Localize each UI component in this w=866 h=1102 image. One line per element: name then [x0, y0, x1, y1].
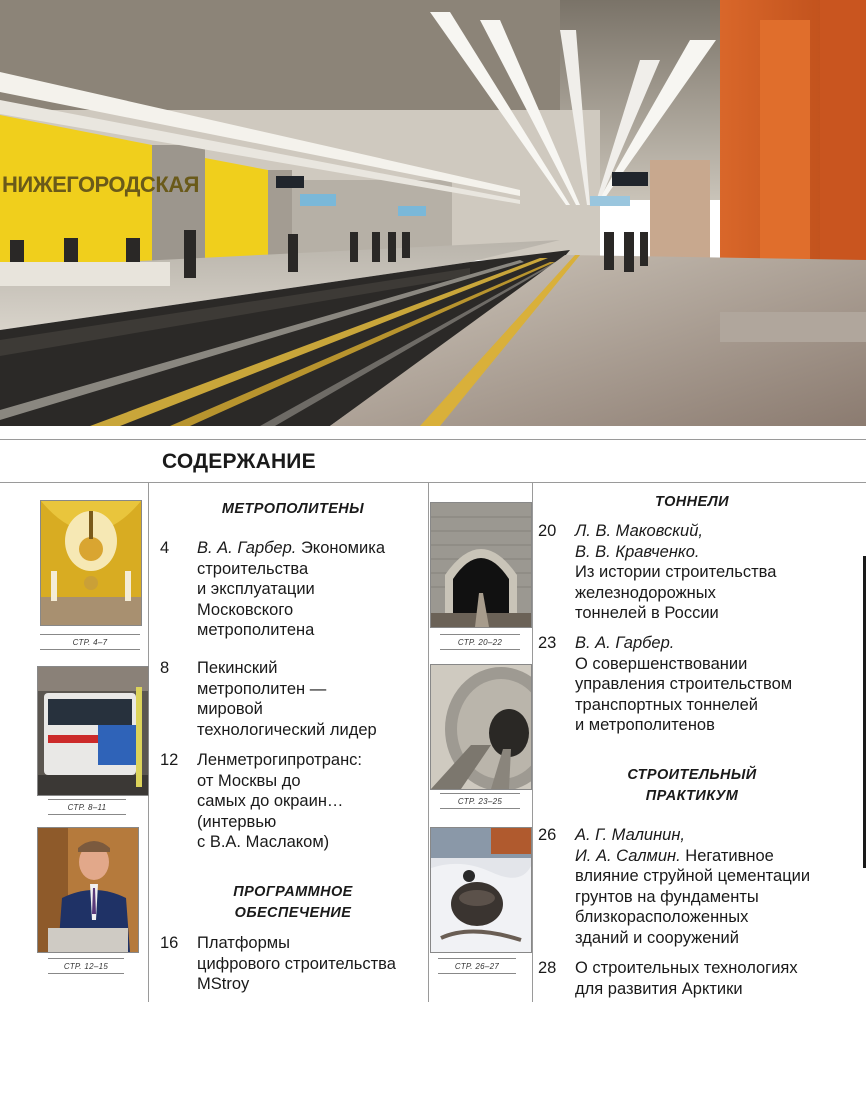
toc-entry[interactable]: [160, 658, 428, 742]
toc-page-number: 20: [538, 522, 557, 540]
toc-entry[interactable]: [538, 521, 838, 625]
toc-entry[interactable]: [538, 958, 838, 1002]
section-heading-metro: МЕТРОПОЛИТЕНЫ: [221, 501, 365, 517]
toc-page-number: 8: [160, 659, 170, 677]
station-name-sign: НИЖЕГОРОДСКАЯ: [2, 172, 199, 197]
toc-entry[interactable]: [160, 933, 428, 995]
metro-platform-illustration: [0, 0, 866, 426]
toc-page-number: 4: [160, 539, 170, 557]
toc-page-number: 28: [538, 959, 557, 977]
toc-entry[interactable]: [160, 538, 428, 642]
thumbnail-caption: СТР. 4–7: [40, 634, 140, 650]
section-heading-software-text: ПРОГРАММНОЕ ОБЕСПЕЧЕНИЕ: [233, 884, 353, 921]
toc-article-title: Из истории строительства железнодорожных тоннелей в России: [575, 563, 777, 622]
toc-entry[interactable]: [538, 825, 858, 949]
toc-page-number: 12: [160, 751, 179, 769]
toc-article-title: Платформы цифрового строительства MStroy: [197, 934, 396, 993]
toc-author: В. А. Гарбер.: [197, 539, 297, 557]
column-divider: [428, 482, 429, 1002]
toc-page-number: 23: [538, 634, 557, 652]
section-heading-tunnels: ТОННЕЛИ: [655, 494, 729, 510]
toc-page-number: 26: [538, 826, 557, 844]
divider: [0, 439, 866, 440]
toc-article-title: Экономика строительства и эксплуатации Московского метрополитена: [197, 539, 385, 639]
thumbnail-construction-site: [430, 827, 532, 953]
thumbnail-beijing-train: [37, 666, 149, 796]
toc-article-title: Негативное влияние струйной цементации грунтов на фундаменты близкорасположенных зданий и сооружений: [575, 846, 811, 947]
section-heading-software: [196, 882, 390, 924]
toc-author: В. А. Гарбер.: [575, 634, 675, 652]
toc-entry[interactable]: [538, 633, 838, 737]
thumbnail-caption: СТР. 20–22: [440, 634, 520, 650]
toc-author: Л. В. Маковский, В. В. Кравченко.: [575, 522, 703, 561]
toc-page-number: 16: [160, 934, 179, 952]
hero-metro-photo: [0, 0, 866, 426]
thumbnail-portrait: [37, 827, 139, 953]
page-title: СОДЕРЖАНИЕ: [162, 450, 316, 473]
toc-article-title: О строительных технологиях для развития Арктики: [575, 959, 798, 998]
toc-author: А. Г. Малинин, И. А. Салмин.: [575, 826, 685, 865]
thumbnail-railway-tunnel: [430, 502, 532, 628]
thumbnail-caption: СТР. 23–25: [440, 793, 520, 809]
thumbnail-caption: СТР. 12–15: [48, 958, 124, 974]
toc-article-title: О совершенствовании управления строительством транспортных тоннелей и метрополитенов: [575, 654, 793, 734]
section-heading-practicum: [570, 765, 814, 807]
thumbnail-caption: СТР. 8–11: [48, 799, 126, 815]
toc-article-title: Пекинский метрополитен — мировой технологический лидер: [197, 659, 377, 739]
toc-article-title: Ленметрогипротранс: от Москвы до самых до окраин… (интервью с В.А. Маслаком): [197, 751, 363, 851]
toc-entry[interactable]: [160, 750, 428, 854]
divider: [0, 482, 866, 483]
thumbnail-komsomolskaya-station: [40, 500, 142, 626]
column-divider: [532, 482, 533, 1002]
thumbnail-caption: СТР. 26–27: [438, 958, 516, 974]
thumbnail-metro-tunnel: [430, 664, 532, 790]
section-heading-practicum-text: СТРОИТЕЛЬНЫЙ ПРАКТИКУМ: [627, 767, 757, 804]
